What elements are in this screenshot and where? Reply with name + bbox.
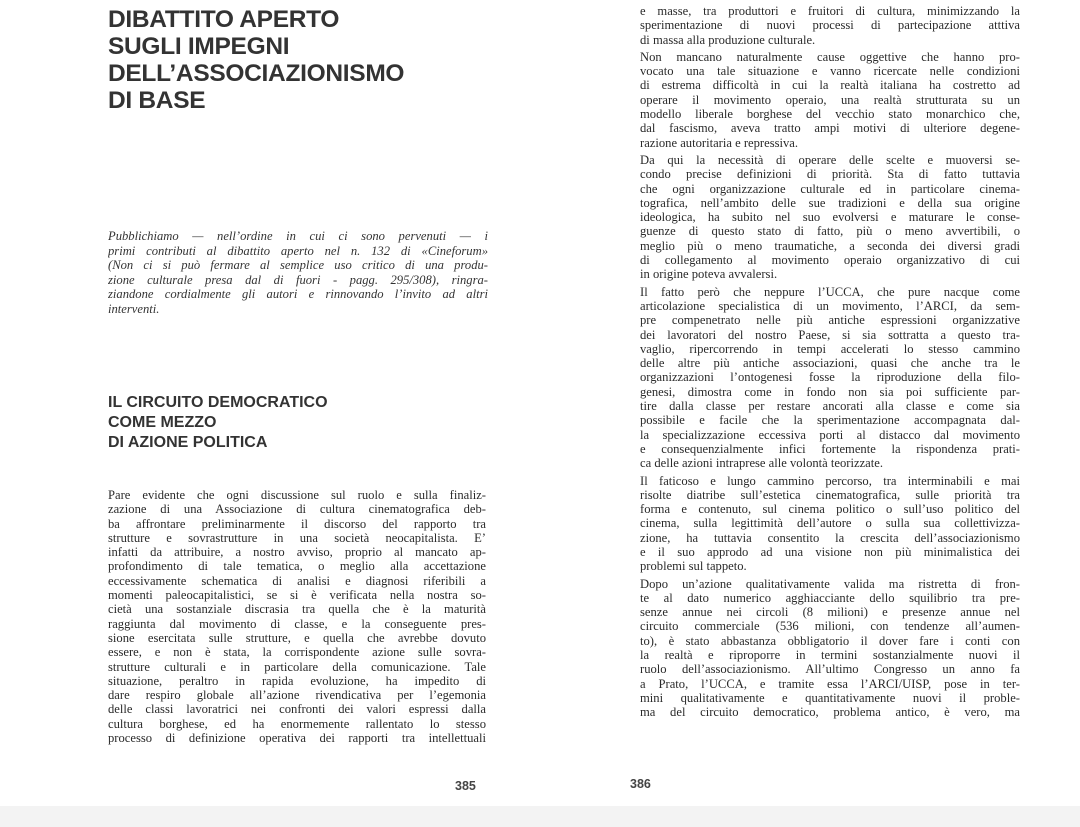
text-line: essere, e non è stata, la corrispondente azione sulle sovra- bbox=[108, 645, 486, 660]
text-line: zione, ha tuttavia consentito la crescita dell’associazionismo bbox=[640, 530, 1020, 545]
text-line: la realtà e riproporre in termini sostanzialmente nuovi il bbox=[640, 648, 1020, 663]
text-line: dei lavoratori del nostro Paese, si sia sottratta a questo tra- bbox=[640, 327, 1020, 342]
text-line: to), è stato abbastanza obbligatorio il dover fare i conti con bbox=[640, 633, 1020, 648]
text-line: ma del circuito democratico, problema antico, è vero, ma bbox=[640, 705, 1020, 720]
text-line: modello liberale borghese del vecchio stato monarchico che, bbox=[640, 107, 1020, 122]
text-line: te al dato numerico agghiacciante dello squilibrio tra pre- bbox=[640, 590, 1020, 605]
intro-line: zione culturale presa dal di fuori - pagg. 295/308), ringra- bbox=[108, 272, 488, 287]
text-line: processo di definizione operativa dei rapporti tra intellettuali bbox=[108, 731, 486, 746]
intro-line: ziandone cordialmente gli autori e rinnovando l’invito ad altri bbox=[108, 287, 488, 302]
section-heading bbox=[108, 393, 328, 453]
text-line: razione autoritaria e repressiva. bbox=[640, 135, 799, 150]
text-line: sperimentazione di nuovi processi di partecipazione atttiva bbox=[640, 18, 1020, 33]
title-line: DELL’ASSOCIAZIONISMO bbox=[108, 60, 405, 87]
article-title bbox=[108, 6, 404, 114]
text-line: delle classi lavoratrici nei confronti dei valori espressi dalla bbox=[108, 702, 486, 717]
text-line: cinema, sulla legittimità dell’autore o sulla sua collettivizza- bbox=[640, 516, 1020, 531]
intro-line: Pubblichiamo — nell’ordine in cui ci sono pervenuti — i bbox=[108, 229, 488, 243]
text-line: zazione di una Associazione di cultura cinematografica deb- bbox=[108, 502, 486, 517]
text-line: e masse, tra produttori e fruitori di cultura, minimizzando la bbox=[640, 4, 1020, 18]
paragraph bbox=[640, 50, 1020, 150]
text-line: possibile e facile che la sperimentazione accompagnata dal- bbox=[640, 413, 1020, 428]
text-line: pre compenetrato nelle più antiche espressioni organizzative bbox=[640, 313, 1020, 328]
text-line: Non mancano naturalmente cause oggettive che hanno pro- bbox=[640, 49, 1020, 64]
text-line: organizzazioni l’ontogenesi fosse la riproduzione della filo- bbox=[640, 370, 1020, 385]
title-line: DIBATTITO APERTO bbox=[108, 6, 340, 33]
text-line: dal fascismo, aveva tratto ampi motivi di ulteriore degene- bbox=[640, 121, 1020, 136]
text-line: condo precise definizioni di priorità. Sta di fatto tuttavia bbox=[640, 167, 1020, 182]
text-line: guenze di questo stato di fatto, più o meno avvertibili, o bbox=[640, 224, 1020, 239]
text-line: genesi, dimostra come in fondo non sia poi sufficiente par- bbox=[640, 384, 1020, 399]
paragraph bbox=[640, 153, 1020, 282]
scan-bottom-edge bbox=[0, 806, 1080, 827]
intro-line: primi contributi al dibattito aperto nel n. 132 di «Cineforum» bbox=[108, 243, 488, 258]
page-number-right: 386 bbox=[630, 777, 651, 791]
title-line: DI BASE bbox=[108, 87, 206, 114]
text-line: sione esercitata sulle strutture, e quella che avrebbe dovuto bbox=[108, 630, 486, 645]
text-line: risolte diatribe sull’estetica cinematografica, sulle priorità tra bbox=[640, 487, 1020, 502]
text-line: profondimento di tale tematica, o meglio alla accettazione bbox=[108, 559, 486, 574]
text-line: e consequenzialmente infici fortemente la rispondenza prati- bbox=[640, 441, 1020, 456]
text-line: eccessivamente schematica di analisi e diagnosi riferibili a bbox=[108, 573, 486, 588]
text-line: Il faticoso e lungo cammino percorso, tra interminabili e mai bbox=[640, 473, 1020, 488]
paragraph bbox=[640, 577, 1020, 720]
text-line: di collegamento al movimento operaio organizzativo di cui bbox=[640, 253, 1020, 268]
heading-line: IL CIRCUITO DEMOCRATICO bbox=[108, 394, 328, 411]
text-line: dare respiro globale all’azione rivendicativa per l’egemonia bbox=[108, 688, 486, 703]
intro-line: interventi. bbox=[108, 301, 160, 316]
text-line: la specializzazione eccessiva porti al distacco dal movimento bbox=[640, 427, 1020, 442]
text-line: tografica, nell’ambito delle sue tradizioni e della sua origine bbox=[640, 195, 1020, 210]
text-line: di massa alla produzione culturale. bbox=[640, 32, 816, 47]
text-line: ideologica, ha subito nel suo evolversi e maturare le conse- bbox=[640, 210, 1020, 225]
editorial-intro bbox=[108, 229, 488, 317]
intro-line: (Non ci si può fermare al semplice uso critico di una produ- bbox=[108, 258, 488, 273]
text-line: articolazione specialistica di un movimento, l’ARCI, da sem- bbox=[640, 298, 1020, 313]
paragraph bbox=[640, 474, 1020, 574]
text-line: a Prato, l’UCCA, e tramite essa l’ARCI/UISP, pose in ter- bbox=[640, 676, 1020, 691]
page-number-left: 385 bbox=[455, 779, 476, 793]
text-line: vaglio, ripercorrendo in tempi accelerati lo stesso cammino bbox=[640, 341, 1020, 356]
text-line: delle altre più antiche associazioni, quasi che anche tra le bbox=[640, 356, 1020, 371]
text-line: ruolo dell’associazionismo. All’ultimo Congresso un anno fa bbox=[640, 662, 1020, 677]
paragraph bbox=[640, 285, 1020, 471]
left-page-body bbox=[108, 488, 486, 748]
text-line: problemi sul tappeto. bbox=[640, 559, 747, 574]
text-line: circuito commerciale (536 milioni, con tendenze all’aumen- bbox=[640, 619, 1020, 634]
text-line: vocato una tale situazione e vanno ricercate nelle condizioni bbox=[640, 64, 1020, 79]
text-line: Dopo un’azione qualitativamente valida ma ristretta di fron- bbox=[640, 576, 1020, 591]
text-line: strutture e sovrastrutture in una società neocapitalista. E’ bbox=[108, 530, 486, 545]
text-line: e il suo approdo ad una visione non più minimalistica dei bbox=[640, 544, 1020, 559]
right-page-body bbox=[640, 4, 1020, 723]
text-line: meglio più o meno traumatiche, a seconda dei diversi gradi bbox=[640, 238, 1020, 253]
text-line: infatti da attribuire, a nostro avviso, proprio al mancato ap- bbox=[108, 545, 486, 560]
heading-line: COME MEZZO bbox=[108, 414, 217, 431]
text-line: che ogni organizzazione culturale ed in particolare cinema- bbox=[640, 181, 1020, 196]
text-line: mini qualitativamente e quantitativamente nuovi il proble- bbox=[640, 690, 1020, 705]
text-line: strutture culturali e in particolare della comunicazione. Tale bbox=[108, 659, 486, 674]
text-line: operare il movimento operaio, una realtà strutturata su un bbox=[640, 92, 1020, 107]
text-line: tire dalla classe per restare ancorati alla classe e come sia bbox=[640, 399, 1020, 414]
text-line: raggiunta dal movimento di classe, e la conseguente pres- bbox=[108, 616, 486, 631]
paragraph bbox=[108, 488, 486, 745]
text-line: ca delle azioni intraprese alle volontà teorizzate. bbox=[640, 456, 884, 471]
text-line: cietà una sostanziale discrasia tra quella che è la maturità bbox=[108, 602, 486, 617]
text-line: Il fatto però che neppure l’UCCA, che pure nacque come bbox=[640, 284, 1020, 299]
text-line: Pare evidente che ogni discussione sul ruolo e sulla finaliz- bbox=[108, 488, 486, 502]
heading-line: DI AZIONE POLITICA bbox=[108, 434, 268, 451]
paragraph bbox=[640, 4, 1020, 47]
text-line: senze annue nei circoli (8 milioni) e presenze annue nel bbox=[640, 605, 1020, 620]
text-line: situazione, peraltro in rapida evoluzione, ha impedito di bbox=[108, 673, 486, 688]
text-line: Da qui la necessità di operare delle scelte e muoversi se- bbox=[640, 152, 1020, 167]
title-line: SUGLI IMPEGNI bbox=[108, 33, 290, 60]
text-line: momenti paleocapitalistici, se si è verificata nella nostra so- bbox=[108, 588, 486, 603]
text-line: in origine poteva avvalersi. bbox=[640, 267, 778, 282]
text-line: ba affrontare preliminarmente il discorso del rapporto tra bbox=[108, 516, 486, 531]
text-line: forma e contenuto, sul cinema politico o sull’uso politico del bbox=[640, 502, 1020, 517]
text-line: di estrema difficoltà in cui la realtà italiana ha costretto ad bbox=[640, 78, 1020, 93]
text-line: cultura borghese, ed ha enormemente rallentato lo stesso bbox=[108, 716, 486, 731]
